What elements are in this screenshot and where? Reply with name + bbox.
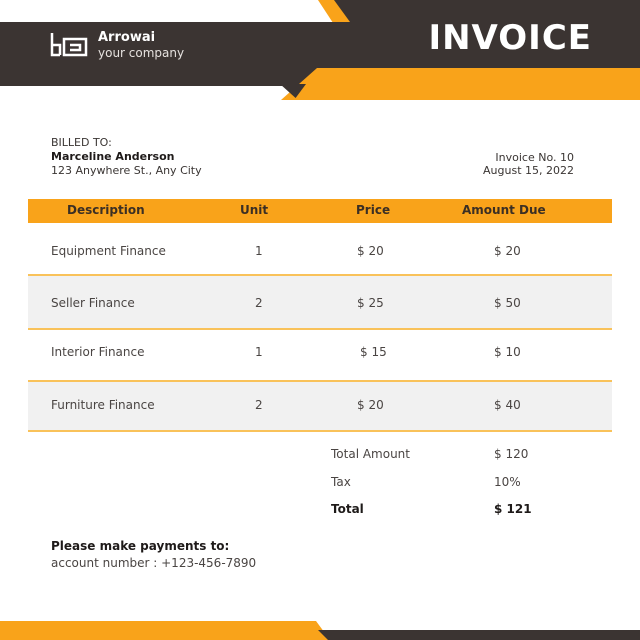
table-row <box>28 276 612 330</box>
company-logo-icon <box>50 31 88 57</box>
row-price: $ 15 <box>360 345 387 359</box>
column-header-amount-due: Amount Due <box>462 203 546 217</box>
grand-total-value: $ 121 <box>494 502 532 516</box>
tax-label: Tax <box>331 475 351 489</box>
header-orange-stripe <box>281 68 640 100</box>
row-description: Interior Finance <box>51 345 145 359</box>
table-row <box>28 330 612 382</box>
row-price: $ 20 <box>357 244 384 258</box>
column-header-unit: Unit <box>240 203 269 217</box>
total-amount-label: Total Amount <box>331 447 410 461</box>
row-unit: 1 <box>255 244 263 258</box>
row-description: Seller Finance <box>51 296 135 310</box>
row-amount: $ 50 <box>494 296 521 310</box>
column-header-description: Description <box>67 203 145 217</box>
row-amount: $ 40 <box>494 398 521 412</box>
row-amount: $ 20 <box>494 244 521 258</box>
row-unit: 2 <box>255 296 263 310</box>
invoice-date: August 15, 2022 <box>483 164 574 177</box>
customer-name: Marceline Anderson <box>51 150 175 163</box>
row-amount: $ 10 <box>494 345 521 359</box>
tax-value: 10% <box>494 475 521 489</box>
document-title: INVOICE <box>428 18 592 58</box>
invoice-number: Invoice No. 10 <box>495 151 574 164</box>
footer-orange-stripe <box>0 621 330 640</box>
row-price: $ 20 <box>357 398 384 412</box>
footer-dark-stripe <box>318 630 640 640</box>
row-unit: 1 <box>255 345 263 359</box>
row-unit: 2 <box>255 398 263 412</box>
table-row <box>28 223 612 276</box>
table-header <box>28 199 612 223</box>
total-amount-value: $ 120 <box>494 447 529 461</box>
billed-to-label: BILLED TO: <box>51 136 112 149</box>
company-tagline: your company <box>98 46 185 60</box>
company-name: Arrowai <box>98 30 156 45</box>
customer-address: 123 Anywhere St., Any City <box>51 164 202 177</box>
payment-account-number: account number : +123-456-7890 <box>51 556 257 570</box>
payment-instructions-title: Please make payments to: <box>51 539 230 553</box>
row-price: $ 25 <box>357 296 384 310</box>
column-header-price: Price <box>356 203 391 217</box>
row-description: Equipment Finance <box>51 244 166 258</box>
grand-total-label: Total <box>331 502 364 516</box>
row-description: Furniture Finance <box>51 398 155 412</box>
table-row <box>28 382 612 432</box>
